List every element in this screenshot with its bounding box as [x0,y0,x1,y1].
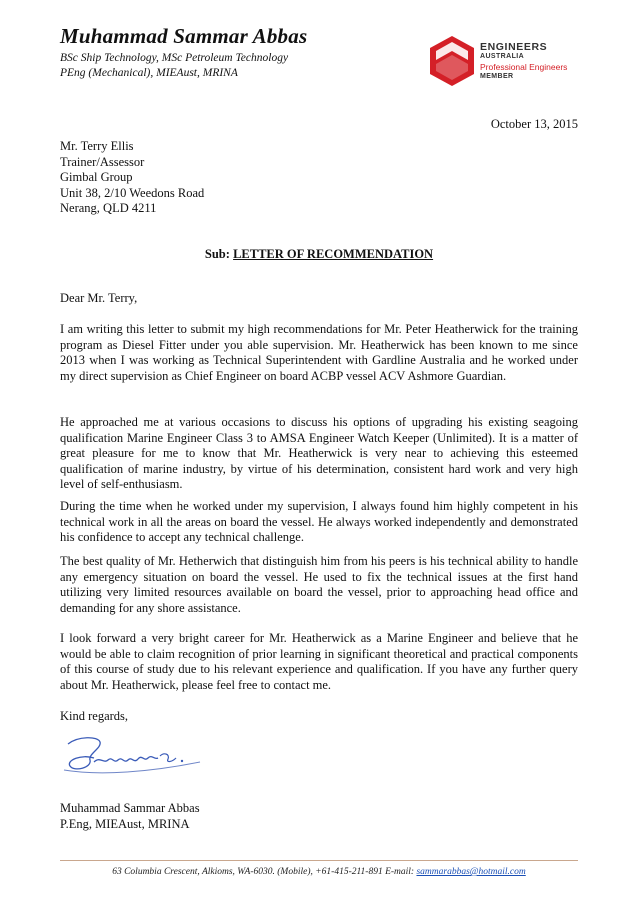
closing: Kind regards, [60,709,129,723]
recipient-name: Mr. Terry Ellis [60,139,134,153]
signatory-credentials: P.Eng, MIEAust, MRINA [60,817,190,831]
paragraph-3: During the time when he worked under my supervision, I always found him highly competent in his technical work in all the areas on board the vessel. He always worked independently and demonstrated his confidence to accept any technical challenge. [60,499,578,545]
handwritten-signature [60,732,210,782]
author-credentials-line2: PEng (Mechanical), MIEAust, MRINA [60,67,238,79]
logo-text [480,42,567,82]
author-credentials-line1: BSc Ship Technology, MSc Petroleum Technology [60,52,289,64]
recipient-city: Nerang, QLD 4211 [60,201,157,216]
letter-date: October 13, 2015 [490,117,578,131]
paragraph-4: The best quality of Mr. Hetherwich that distinguish him from his peers is his technical ability to handle any emergency situation on board the vessel. He used to fix the technical issues at the first hand utilizing very limited resources available on board the vessel, prior to approaching head office and demanding for any shore assistance. [60,554,578,615]
recipient-company: Gimbal Group [60,170,133,185]
author-name: Muhammad Sammar Abbas [60,24,308,48]
subject-prefix: Sub: [204,247,234,261]
logo-line-member: MEMBER [480,73,514,80]
paragraph-2: He approached me at various occasions to discuss his options of upgrading his existing seagoing qualification Marine Engineer Class 3 to AMSA Engineer Watch Keeper (Unlimited). It is a matter of great pleasure for me to know that Mr. Heatherwick is very near to achieving this esteemed qualification of marine industry, by virtue of his determination, consistent hard work and very high level of self-enthusiasm. [60,415,578,492]
signatory-name: Muhammad Sammar Abbas [60,801,200,815]
footer-email-link[interactable]: sammarabbas@hotmail.com [416,867,526,877]
paragraph-1: I am writing this letter to submit my high recommendations for Mr. Peter Heatherwick for the training program as Diesel Fitter under you able supervision. Mr. Heatherwick has been known to me since 2013 when I was working as Technical Superintendent with Gardline Australia and he worked under my direct supervision as Chief Engineer on board ACBP vessel ACV Ashmore Guardian. [60,322,578,383]
subject-title: LETTER OF RECOMMENDATION [233,247,434,261]
logo-line-australia: AUSTRALIA [480,53,525,60]
recipient-street: Unit 38, 2/10 Weedons Road [60,185,205,200]
footer-address: 63 Columbia Crescent, Alkioms, WA-6030. (Mobile), +61-415-211-891 E-mail: [112,867,417,877]
salutation: Dear Mr. Terry, [60,291,138,305]
letter-subject [0,247,638,262]
recipient-title: Trainer/Assessor [60,154,145,169]
footer-divider [60,860,578,861]
paragraph-5: I look forward a very bright career for Mr. Heatherwick as a Marine Engineer and believe that he would be able to claim recognition of prior learning in significant theoretical and practical components of this course of study due to his relevant experience and qualification. If you have any further query about Mr. Heatherwick, please feel free to contact me. [60,631,578,692]
logo-line-engineers: ENGINEERS [480,41,548,53]
recipient-address [60,139,204,217]
footer-contact [0,867,638,877]
logo-line-professional: Professional Engineers [480,62,568,72]
